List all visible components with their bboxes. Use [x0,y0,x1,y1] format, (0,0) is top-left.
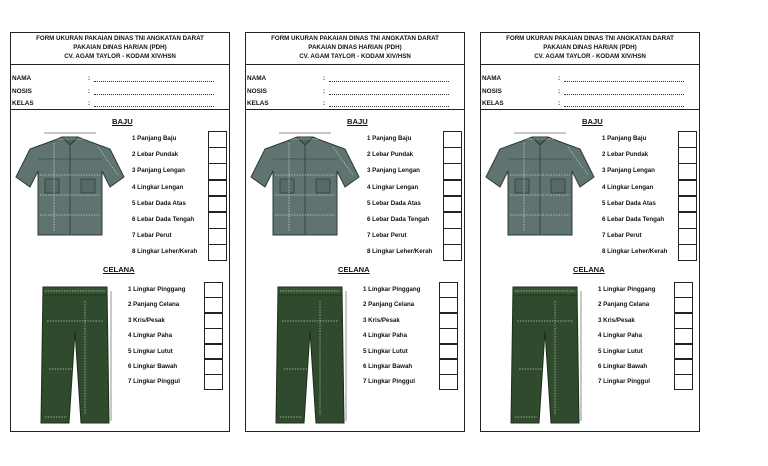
baju-item-label: 2 Lebar Pundak [367,151,414,159]
baju-item-label: 6 Lebar Dada Tengah [132,216,195,223]
celana-measure-box[interactable] [439,313,458,329]
baju-item-label: 5 Lebar Dada Atas [602,199,656,207]
baju-item-label: 7 Lebar Perut [367,232,407,240]
kelas-field[interactable]: KELAS : [247,100,269,107]
celana-item-label: 6 Lingkar Bawah [128,363,178,370]
baju-item-label: 3 Panjang Lengan [602,167,655,175]
pants-illustration [37,285,113,425]
celana-item-label: 7 Lingkar Pinggul [598,378,650,386]
kelas-field[interactable]: KELAS : [12,100,34,107]
celana-item-label: 3 Kris/Pesak [598,316,635,324]
header-company: CV. AGAM TAYLOR - KODAM XIV/HSN [64,53,176,60]
shirt-illustration [484,131,596,237]
header-title: FORM UKURAN PAKAIAN DINAS TNI ANGKATAN DARAT [271,35,439,42]
baju-item-label: 3 Panjang Lengan [367,167,420,175]
nosis-input-line[interactable] [329,94,449,95]
baju-title: BAJU [582,117,603,126]
celana-measure-box[interactable] [439,328,458,344]
baju-measure-box[interactable] [678,163,697,180]
shirt-illustration [249,131,361,237]
measurement-form [480,32,700,432]
measurement-form [245,32,465,432]
baju-measure-box[interactable] [443,196,462,213]
baju-measure-box[interactable] [678,131,697,148]
kelas-input-line[interactable] [564,106,684,107]
baju-measure-box[interactable] [678,147,697,164]
baju-item-label: 2 Lebar Pundak [132,151,179,159]
celana-item-label: 5 Lingkar Lutut [128,347,173,355]
celana-measure-box[interactable] [204,359,223,375]
form-header [246,33,464,65]
baju-measure-box[interactable] [443,163,462,180]
name-field[interactable]: NAMA : [12,75,31,82]
nosis-label: NOSIS [12,88,32,95]
celana-item-label: 3 Kris/Pesak [128,316,165,324]
baju-title: BAJU [347,117,368,126]
baju-item-label: 4 Lingkar Lengan [602,183,654,191]
baju-measure-box[interactable] [208,244,227,261]
celana-item-label: 6 Lingkar Bawah [598,363,648,370]
baju-item-label: 8 Lingkar Leher/Kerah [132,248,198,256]
name-input-line[interactable] [329,81,449,82]
celana-title: CELANA [573,265,605,274]
name-label: NAMA [12,75,32,82]
shirt-illustration [14,131,126,237]
celana-item-label: 5 Lingkar Lutut [363,347,408,355]
baju-measure-box[interactable] [678,244,697,261]
kelas-label: KELAS [482,100,504,107]
celana-measure-box[interactable] [204,344,223,360]
celana-measure-box[interactable] [439,374,458,390]
kelas-field[interactable]: KELAS : [482,100,504,107]
baju-item-label: 4 Lingkar Lengan [367,183,419,191]
baju-measure-box[interactable] [443,244,462,261]
kelas-label: KELAS [247,100,269,107]
celana-item-label: 3 Kris/Pesak [363,316,400,324]
celana-measure-box[interactable] [204,282,223,298]
celana-measure-box[interactable] [204,313,223,329]
baju-measure-box[interactable] [208,163,227,180]
header-subtitle: PAKAIAN DINAS HARIAN (PDH) [308,44,402,51]
baju-measure-box[interactable] [443,228,462,245]
celana-item-label: 7 Lingkar Pinggul [128,378,180,386]
celana-item-label: 6 Lingkar Bawah [363,363,413,370]
baju-measure-box[interactable] [678,196,697,213]
celana-measure-box[interactable] [674,297,693,313]
identity-section [481,65,699,110]
celana-measure-box[interactable] [204,297,223,313]
form-header [481,33,699,65]
name-label: NAMA [482,75,502,82]
pants-illustration [272,285,348,425]
header-company: CV. AGAM TAYLOR - KODAM XIV/HSN [299,53,411,60]
celana-measure-box[interactable] [439,359,458,375]
measurement-form [10,32,230,432]
baju-item-label: 1 Panjang Baju [132,135,177,142]
baju-measure-box[interactable] [443,212,462,229]
baju-measure-box[interactable] [443,147,462,164]
baju-item-label: 5 Lebar Dada Atas [132,199,186,207]
kelas-input-line[interactable] [329,106,449,107]
form-header [11,33,229,65]
identity-section [11,65,229,110]
nosis-field[interactable]: NOSIS : [482,88,502,95]
celana-title: CELANA [103,265,135,274]
baju-measure-box[interactable] [443,131,462,148]
header-subtitle: PAKAIAN DINAS HARIAN (PDH) [543,44,637,51]
name-field[interactable]: NAMA : [247,75,266,82]
header-title: FORM UKURAN PAKAIAN DINAS TNI ANGKATAN DARAT [36,35,204,42]
baju-item-label: 7 Lebar Perut [602,232,642,240]
celana-item-label: 4 Lingkar Paha [598,332,643,340]
baju-item-label: 6 Lebar Dada Tengah [367,216,430,223]
nosis-label: NOSIS [247,88,267,95]
baju-title: BAJU [112,117,133,126]
baju-item-label: 3 Panjang Lengan [132,167,185,175]
baju-measure-box[interactable] [208,131,227,148]
celana-item-label: 1 Lingkar Pinggang [128,286,186,293]
celana-measure-box[interactable] [204,374,223,390]
celana-item-label: 7 Lingkar Pinggul [363,378,415,386]
header-subtitle: PAKAIAN DINAS HARIAN (PDH) [73,44,167,51]
header-title: FORM UKURAN PAKAIAN DINAS TNI ANGKATAN DARAT [506,35,674,42]
celana-measure-box[interactable] [439,282,458,298]
nosis-input-line[interactable] [94,94,214,95]
name-input-line[interactable] [564,81,684,82]
baju-measure-box[interactable] [678,180,697,197]
celana-measure-box[interactable] [674,359,693,375]
celana-item-label: 1 Lingkar Pinggang [363,286,421,293]
baju-measure-box[interactable] [208,180,227,197]
baju-item-label: 4 Lingkar Lengan [132,183,184,191]
name-field[interactable]: NAMA : [482,75,501,82]
celana-measure-box[interactable] [439,297,458,313]
baju-item-label: 8 Lingkar Leher/Kerah [602,248,668,256]
kelas-input-line[interactable] [94,106,214,107]
celana-measure-box[interactable] [204,328,223,344]
identity-section [246,65,464,110]
baju-item-label: 8 Lingkar Leher/Kerah [367,248,433,256]
kelas-label: KELAS [12,100,34,107]
celana-item-label: 2 Panjang Celana [128,301,180,309]
baju-measure-box[interactable] [443,180,462,197]
baju-item-label: 5 Lebar Dada Atas [367,199,421,207]
baju-measure-box[interactable] [678,212,697,229]
celana-measure-box[interactable] [674,313,693,329]
celana-item-label: 5 Lingkar Lutut [598,347,643,355]
nosis-field[interactable]: NOSIS : [247,88,267,95]
celana-measure-box[interactable] [439,344,458,360]
celana-title: CELANA [338,265,370,274]
celana-item-label: 2 Panjang Celana [363,301,415,309]
pants-illustration [507,285,583,425]
celana-measure-box[interactable] [674,328,693,344]
header-company: CV. AGAM TAYLOR - KODAM XIV/HSN [534,53,646,60]
nosis-input-line[interactable] [564,94,684,95]
baju-measure-box[interactable] [208,228,227,245]
baju-item-label: 1 Panjang Baju [602,135,647,142]
celana-measure-box[interactable] [674,374,693,390]
name-label: NAMA [247,75,267,82]
baju-measure-box[interactable] [208,147,227,164]
baju-item-label: 7 Lebar Perut [132,232,172,240]
celana-measure-box[interactable] [674,344,693,360]
nosis-field[interactable]: NOSIS : [12,88,32,95]
nosis-label: NOSIS [482,88,502,95]
baju-item-label: 2 Lebar Pundak [602,151,649,159]
celana-item-label: 2 Panjang Celana [598,301,650,309]
celana-item-label: 1 Lingkar Pinggang [598,286,656,293]
baju-item-label: 1 Panjang Baju [367,135,412,142]
celana-item-label: 4 Lingkar Paha [363,332,408,340]
name-input-line[interactable] [94,81,214,82]
baju-measure-box[interactable] [678,228,697,245]
celana-item-label: 4 Lingkar Paha [128,332,173,340]
baju-item-label: 6 Lebar Dada Tengah [602,216,665,223]
celana-measure-box[interactable] [674,282,693,298]
baju-measure-box[interactable] [208,196,227,213]
baju-measure-box[interactable] [208,212,227,229]
